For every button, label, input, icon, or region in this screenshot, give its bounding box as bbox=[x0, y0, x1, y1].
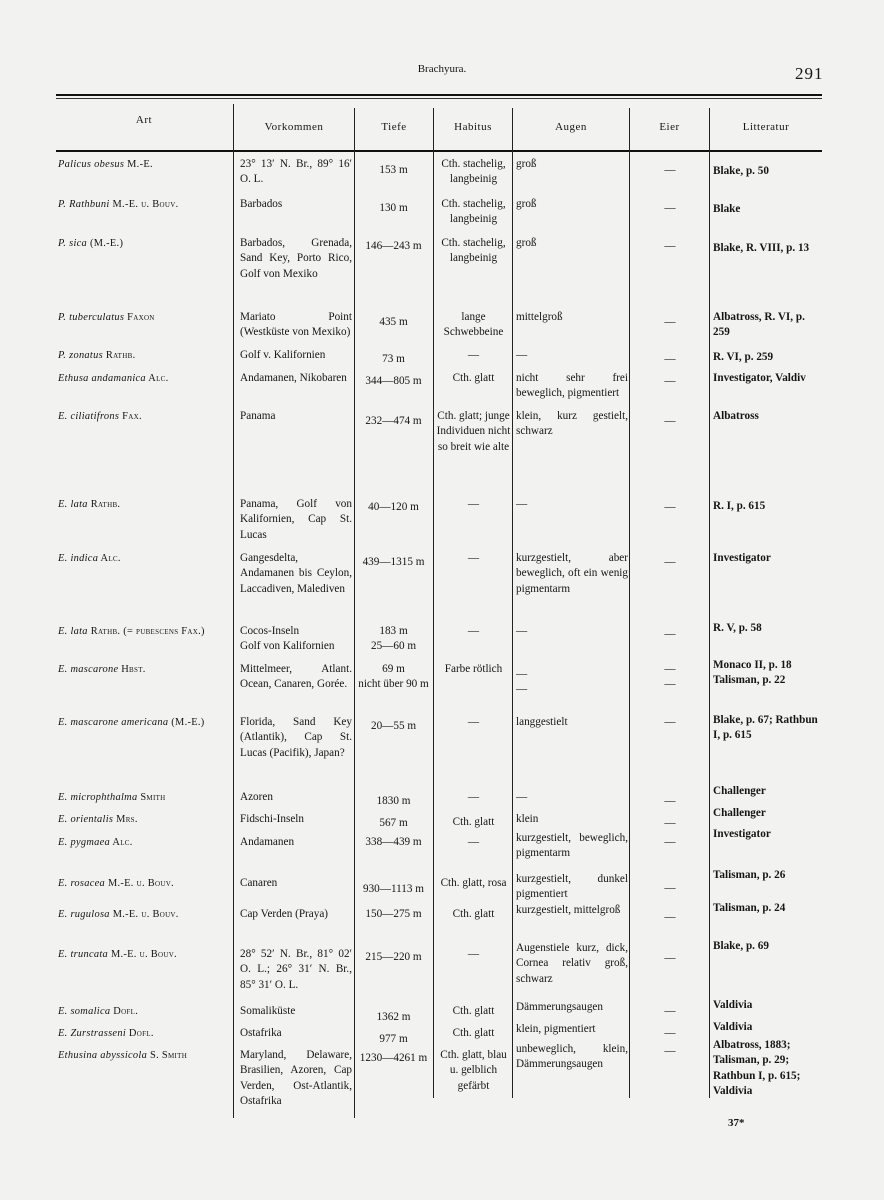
occurrence-cell: Mariato Point (Westküste von Mexiko) bbox=[240, 311, 352, 339]
species-name bbox=[58, 624, 236, 639]
species-author: Rathb. (= pubescens Fax.) bbox=[87, 626, 205, 637]
species-name bbox=[58, 907, 236, 922]
column-header-vorkommen: Vorkommen bbox=[264, 121, 324, 133]
eyes-cell: — bbox=[516, 791, 528, 803]
species-author: Rathb. bbox=[87, 499, 121, 510]
species-genus-epithet: E. indica bbox=[58, 553, 99, 564]
occurrence-cell: Gangesdelta, Andamanen bis Ceylon, Laccadiven, Malediven bbox=[240, 552, 352, 595]
column-divider bbox=[433, 108, 434, 1098]
column-header-litteratur: Litteratur bbox=[742, 121, 790, 133]
occurrence-cell: Barbados, Grenada, Sand Key, Porto Rico, Golf von Mexiko bbox=[240, 237, 352, 280]
literature-cell: Albatross, 1883; Talisman, p. 29; Rathbun I, p. 615; Valdivia bbox=[713, 1039, 801, 1097]
depth-cell: 183 m 25—60 m bbox=[370, 625, 417, 653]
literature-cell: Challenger bbox=[713, 785, 766, 797]
literature-cell: Monaco II, p. 18 Talisman, p. 22 bbox=[713, 659, 792, 687]
eggs-cell: — bbox=[664, 716, 676, 728]
depth-cell: 930—1113 m bbox=[362, 883, 424, 895]
habitus-cell: Cth. glatt, rosa bbox=[440, 877, 507, 889]
depth-cell: 338—439 m bbox=[365, 836, 422, 848]
literature-cell: Investigator bbox=[713, 552, 771, 564]
species-name bbox=[58, 1048, 236, 1063]
habitus-cell: — bbox=[467, 349, 480, 361]
species-name bbox=[58, 812, 236, 827]
habitus-cell: Farbe rötlich bbox=[444, 663, 503, 675]
habitus-cell: — bbox=[467, 625, 480, 637]
literature-cell: Blake, p. 69 bbox=[713, 940, 769, 952]
occurrence-cell: Golf v. Kalifornien bbox=[240, 349, 326, 361]
species-genus-epithet: E. mascarone bbox=[58, 664, 119, 675]
species-name bbox=[58, 197, 236, 212]
eggs-cell: — bbox=[664, 501, 676, 513]
occurrence-cell: 28° 52′ N. Br., 81° 02′ O. L.; 26° 31′ N. Br., 85° 31′ O. L. bbox=[240, 948, 352, 991]
species-author: M.-E. u. Bouv. bbox=[105, 878, 174, 889]
species-genus-epithet: P. Rathbuni bbox=[58, 199, 110, 210]
literature-cell: Blake, p. 50 bbox=[713, 165, 769, 177]
species-name bbox=[58, 371, 236, 386]
eggs-cell: — bbox=[664, 240, 676, 252]
species-author: Dofl. bbox=[110, 1006, 139, 1017]
literature-cell: R. VI, p. 259 bbox=[713, 351, 774, 363]
habitus-cell: Cth. stachelig, langbeinig bbox=[441, 158, 506, 186]
eyes-cell: unbeweglich, klein, Dämmerungsaugen bbox=[516, 1043, 628, 1071]
habitus-cell: — bbox=[467, 498, 480, 510]
eyes-cell: Dämmerungsaugen bbox=[516, 1001, 603, 1013]
species-genus-epithet: Ethusina abyssicola bbox=[58, 1050, 148, 1061]
literature-cell: Albatross, R. VI, p. 259 bbox=[713, 311, 805, 339]
depth-cell: 40—120 m bbox=[368, 501, 419, 513]
species-genus-epithet: Palicus obesus bbox=[58, 159, 125, 170]
occurrence-cell: Barbados bbox=[240, 198, 283, 210]
species-genus-epithet: E. mascarone americana bbox=[58, 717, 169, 728]
species-name bbox=[58, 236, 236, 251]
eyes-cell: groß bbox=[516, 237, 537, 249]
eggs-cell: — bbox=[664, 316, 676, 328]
eyes-cell: Augenstiele kurz, dick, Cornea relativ groß, schwarz bbox=[516, 942, 628, 985]
eggs-cell: — bbox=[664, 202, 676, 214]
depth-cell: 146—243 m bbox=[365, 240, 422, 252]
literature-cell: Blake, p. 67; Rathbun I, p. 615 bbox=[713, 714, 818, 742]
species-name bbox=[58, 497, 236, 512]
species-name bbox=[58, 662, 236, 677]
literature-cell: Investigator bbox=[713, 828, 771, 840]
occurrence-cell: Somaliküste bbox=[240, 1005, 296, 1017]
species-genus-epithet: P. sica bbox=[58, 238, 88, 249]
occurrence-cell: Azoren bbox=[240, 791, 273, 803]
habitus-cell: — bbox=[467, 716, 480, 728]
depth-cell: 1362 m bbox=[376, 1011, 411, 1023]
occurrence-cell: Andamanen bbox=[240, 836, 295, 848]
species-name bbox=[58, 947, 236, 962]
species-genus-epithet: E. truncata bbox=[58, 949, 109, 960]
depth-cell: 435 m bbox=[379, 316, 408, 328]
occurrence-cell: Ostafrika bbox=[240, 1027, 282, 1039]
species-genus-epithet: E. rugulosa bbox=[58, 909, 110, 920]
species-author: M.-E. bbox=[124, 159, 153, 170]
species-genus-epithet: E. Zurstrasseni bbox=[58, 1028, 127, 1039]
species-name bbox=[58, 835, 236, 850]
eyes-cell: mittelgroß bbox=[516, 311, 563, 323]
species-author: Alc. bbox=[98, 553, 121, 564]
column-header-art: Art bbox=[135, 114, 153, 126]
depth-cell: 150—275 m bbox=[365, 908, 422, 920]
literature-cell: Valdivia bbox=[713, 999, 753, 1011]
habitus-cell: — bbox=[467, 836, 480, 848]
habitus-cell: Cth. glatt bbox=[452, 1027, 495, 1039]
species-author: Alc. bbox=[145, 373, 169, 384]
header-rule bbox=[56, 150, 822, 152]
eggs-cell: — bbox=[664, 836, 676, 848]
eyes-cell: — bbox=[516, 498, 528, 510]
species-name bbox=[58, 876, 236, 891]
column-header-eier: Eier bbox=[659, 121, 680, 133]
literature-cell: R. V, p. 58 bbox=[713, 622, 762, 634]
species-author: M.-E. u. Bouv. bbox=[109, 909, 179, 920]
depth-cell: 567 m bbox=[379, 817, 408, 829]
literature-cell: Albatross bbox=[713, 410, 759, 422]
eyes-cell: — — bbox=[516, 668, 528, 696]
column-divider bbox=[512, 108, 513, 1098]
eggs-cell: — bbox=[664, 415, 676, 427]
literature-cell: Talisman, p. 24 bbox=[713, 902, 786, 914]
species-genus-epithet: E. somalica bbox=[58, 1006, 111, 1017]
habitus-cell: Cth. stachelig, langbeinig bbox=[441, 198, 506, 226]
literature-cell: Blake, R. VIII, p. 13 bbox=[713, 242, 810, 254]
literature-cell: Talisman, p. 26 bbox=[713, 869, 786, 881]
occurrence-cell: 23° 13′ N. Br., 89° 16′ O. L. bbox=[240, 158, 352, 186]
species-name bbox=[58, 409, 236, 424]
habitus-cell: Cth. glatt, blau u. gelblich gefärbt bbox=[440, 1049, 507, 1092]
species-author: Smith bbox=[137, 792, 166, 803]
eggs-cell: — bbox=[664, 795, 676, 807]
species-name bbox=[58, 348, 236, 363]
species-author: (M.-E.) bbox=[87, 238, 124, 249]
literature-cell: Valdivia bbox=[713, 1021, 753, 1033]
species-name bbox=[58, 551, 236, 566]
running-head: Brachyura. bbox=[417, 63, 467, 75]
species-author: Hbst. bbox=[118, 664, 146, 675]
species-genus-epithet: E. microphthalma bbox=[58, 792, 138, 803]
species-genus-epithet: E. lata bbox=[58, 626, 88, 637]
occurrence-cell: Cap Verden (Praya) bbox=[240, 908, 329, 920]
eggs-cell: — — bbox=[664, 663, 676, 691]
species-name bbox=[58, 790, 236, 805]
eyes-cell: kurzgestielt, dunkel pigmentiert bbox=[516, 873, 628, 901]
species-author: M.-E. u. Bouv. bbox=[109, 199, 179, 210]
eyes-cell: groß bbox=[516, 198, 537, 210]
literature-cell: Blake bbox=[713, 203, 741, 215]
species-genus-epithet: P. tuberculatus bbox=[58, 312, 125, 323]
eggs-cell: — bbox=[664, 628, 676, 640]
habitus-cell: Cth. glatt; junge Individuen nicht so breit wie alte bbox=[436, 410, 511, 453]
eggs-cell: — bbox=[664, 1027, 676, 1039]
species-genus-epithet: Ethusa andamanica bbox=[58, 373, 146, 384]
species-author: Fax. bbox=[119, 411, 142, 422]
depth-cell: 73 m bbox=[382, 353, 405, 365]
occurrence-cell: Cocos-Inseln Golf von Kalifornien bbox=[240, 625, 335, 653]
depth-cell: 20—55 m bbox=[370, 720, 417, 732]
species-genus-epithet: P. zonatus bbox=[58, 350, 103, 361]
depth-cell: 439—1315 m bbox=[362, 556, 425, 568]
species-author: Mrs. bbox=[113, 814, 138, 825]
species-genus-epithet: E. ciliatifrons bbox=[58, 411, 120, 422]
species-author: (M.-E.) bbox=[168, 717, 205, 728]
depth-cell: 215—220 m bbox=[365, 951, 422, 963]
habitus-cell: Cth. glatt bbox=[452, 372, 495, 384]
species-genus-epithet: E. orientalis bbox=[58, 814, 114, 825]
species-author: Alc. bbox=[110, 837, 133, 848]
depth-cell: 232—474 m bbox=[365, 415, 422, 427]
top-rule-thin bbox=[56, 98, 822, 99]
eggs-cell: — bbox=[664, 556, 676, 568]
species-name bbox=[58, 310, 236, 325]
eggs-cell: — bbox=[664, 911, 676, 923]
occurrence-cell: Canaren bbox=[240, 877, 278, 889]
literature-cell: Challenger bbox=[713, 807, 766, 819]
column-header-habitus: Habitus bbox=[454, 121, 492, 133]
habitus-cell: — bbox=[467, 791, 480, 803]
occurrence-cell: Maryland, Delaware, Brasilien, Azoren, Cap Verden, Ost-Atlantik, Ostafrika bbox=[240, 1049, 352, 1107]
occurrence-cell: Panama bbox=[240, 410, 276, 422]
eyes-cell: — bbox=[516, 625, 528, 637]
literature-cell: Investigator, Valdiv bbox=[713, 372, 806, 384]
species-author: M.-E. u. Bouv. bbox=[108, 949, 177, 960]
habitus-cell: — bbox=[467, 948, 480, 960]
depth-cell: 977 m bbox=[379, 1033, 408, 1045]
eggs-cell: — bbox=[664, 375, 676, 387]
occurrence-cell: Mittelmeer, Atlant. Ocean, Canaren, Gorée. bbox=[240, 663, 352, 691]
species-name bbox=[58, 715, 236, 730]
eyes-cell: kurzgestielt, aber beweglich, oft ein wenig pigmentarm bbox=[516, 552, 628, 595]
top-rule bbox=[56, 94, 822, 96]
occurrence-cell: Florida, Sand Key (Atlantik), Cap St. Lucas (Pacifik), Japan? bbox=[240, 716, 352, 759]
occurrence-cell: Fidschi-Inseln bbox=[240, 813, 305, 825]
habitus-cell: — bbox=[467, 552, 480, 564]
depth-cell: 1830 m bbox=[376, 795, 411, 807]
column-divider bbox=[233, 104, 234, 1118]
literature-cell: R. I, p. 615 bbox=[713, 500, 766, 512]
species-author: Faxon bbox=[124, 312, 155, 323]
eyes-cell: kurzgestielt, beweglich, pigmentarm bbox=[516, 832, 628, 860]
species-name bbox=[58, 157, 236, 172]
signature-mark: 37* bbox=[728, 1117, 745, 1129]
eyes-cell: kurzgestielt, mittelgroß bbox=[516, 904, 621, 916]
eggs-cell: — bbox=[664, 817, 676, 829]
column-divider bbox=[709, 108, 710, 1098]
eggs-cell: — bbox=[664, 1005, 676, 1017]
species-genus-epithet: E. rosacea bbox=[58, 878, 106, 889]
species-genus-epithet: E. pygmaea bbox=[58, 837, 111, 848]
column-divider bbox=[629, 108, 630, 1098]
eggs-cell: — bbox=[664, 952, 676, 964]
eyes-cell: groß bbox=[516, 158, 537, 170]
habitus-cell: Cth. glatt bbox=[452, 908, 495, 920]
depth-cell: 1230—4261 m bbox=[359, 1052, 428, 1064]
species-author: Dofl. bbox=[126, 1028, 154, 1039]
habitus-cell: lange Schwebbeine bbox=[443, 311, 504, 339]
habitus-cell: Cth. glatt bbox=[452, 1005, 495, 1017]
depth-cell: 344—805 m bbox=[365, 375, 422, 387]
species-genus-epithet: E. lata bbox=[58, 499, 88, 510]
eyes-cell: — bbox=[516, 349, 528, 361]
species-author: S. Smith bbox=[147, 1050, 188, 1061]
eyes-cell: klein, kurz gestielt, schwarz bbox=[516, 410, 628, 438]
column-header-augen: Augen bbox=[555, 121, 587, 133]
eyes-cell: nicht sehr frei beweglich, pigmentiert bbox=[516, 372, 628, 400]
eyes-cell: klein, pigmentiert bbox=[516, 1023, 596, 1035]
column-header-tiefe: Tiefe bbox=[381, 121, 407, 133]
depth-cell: 69 m nicht über 90 m bbox=[358, 663, 429, 691]
eggs-cell: — bbox=[664, 353, 676, 365]
page-number: 291 bbox=[795, 64, 824, 83]
depth-cell: 153 m bbox=[379, 164, 408, 176]
eggs-cell: — bbox=[664, 164, 676, 176]
species-name bbox=[58, 1026, 236, 1041]
eggs-cell: — bbox=[664, 1045, 676, 1057]
depth-cell: 130 m bbox=[379, 202, 408, 214]
column-divider bbox=[354, 108, 355, 1118]
eggs-cell: — bbox=[664, 882, 676, 894]
habitus-cell: Cth. glatt bbox=[452, 816, 495, 828]
species-name bbox=[58, 1004, 236, 1019]
occurrence-cell: Panama, Golf von Kalifornien, Cap St. Lucas bbox=[240, 498, 352, 541]
habitus-cell: Cth. stachelig, langbeinig bbox=[441, 237, 506, 265]
eyes-cell: klein bbox=[516, 813, 539, 825]
eyes-cell: langgestielt bbox=[516, 716, 568, 728]
species-author: Rathb. bbox=[102, 350, 136, 361]
occurrence-cell: Andamanen, Nikobaren bbox=[240, 372, 347, 384]
